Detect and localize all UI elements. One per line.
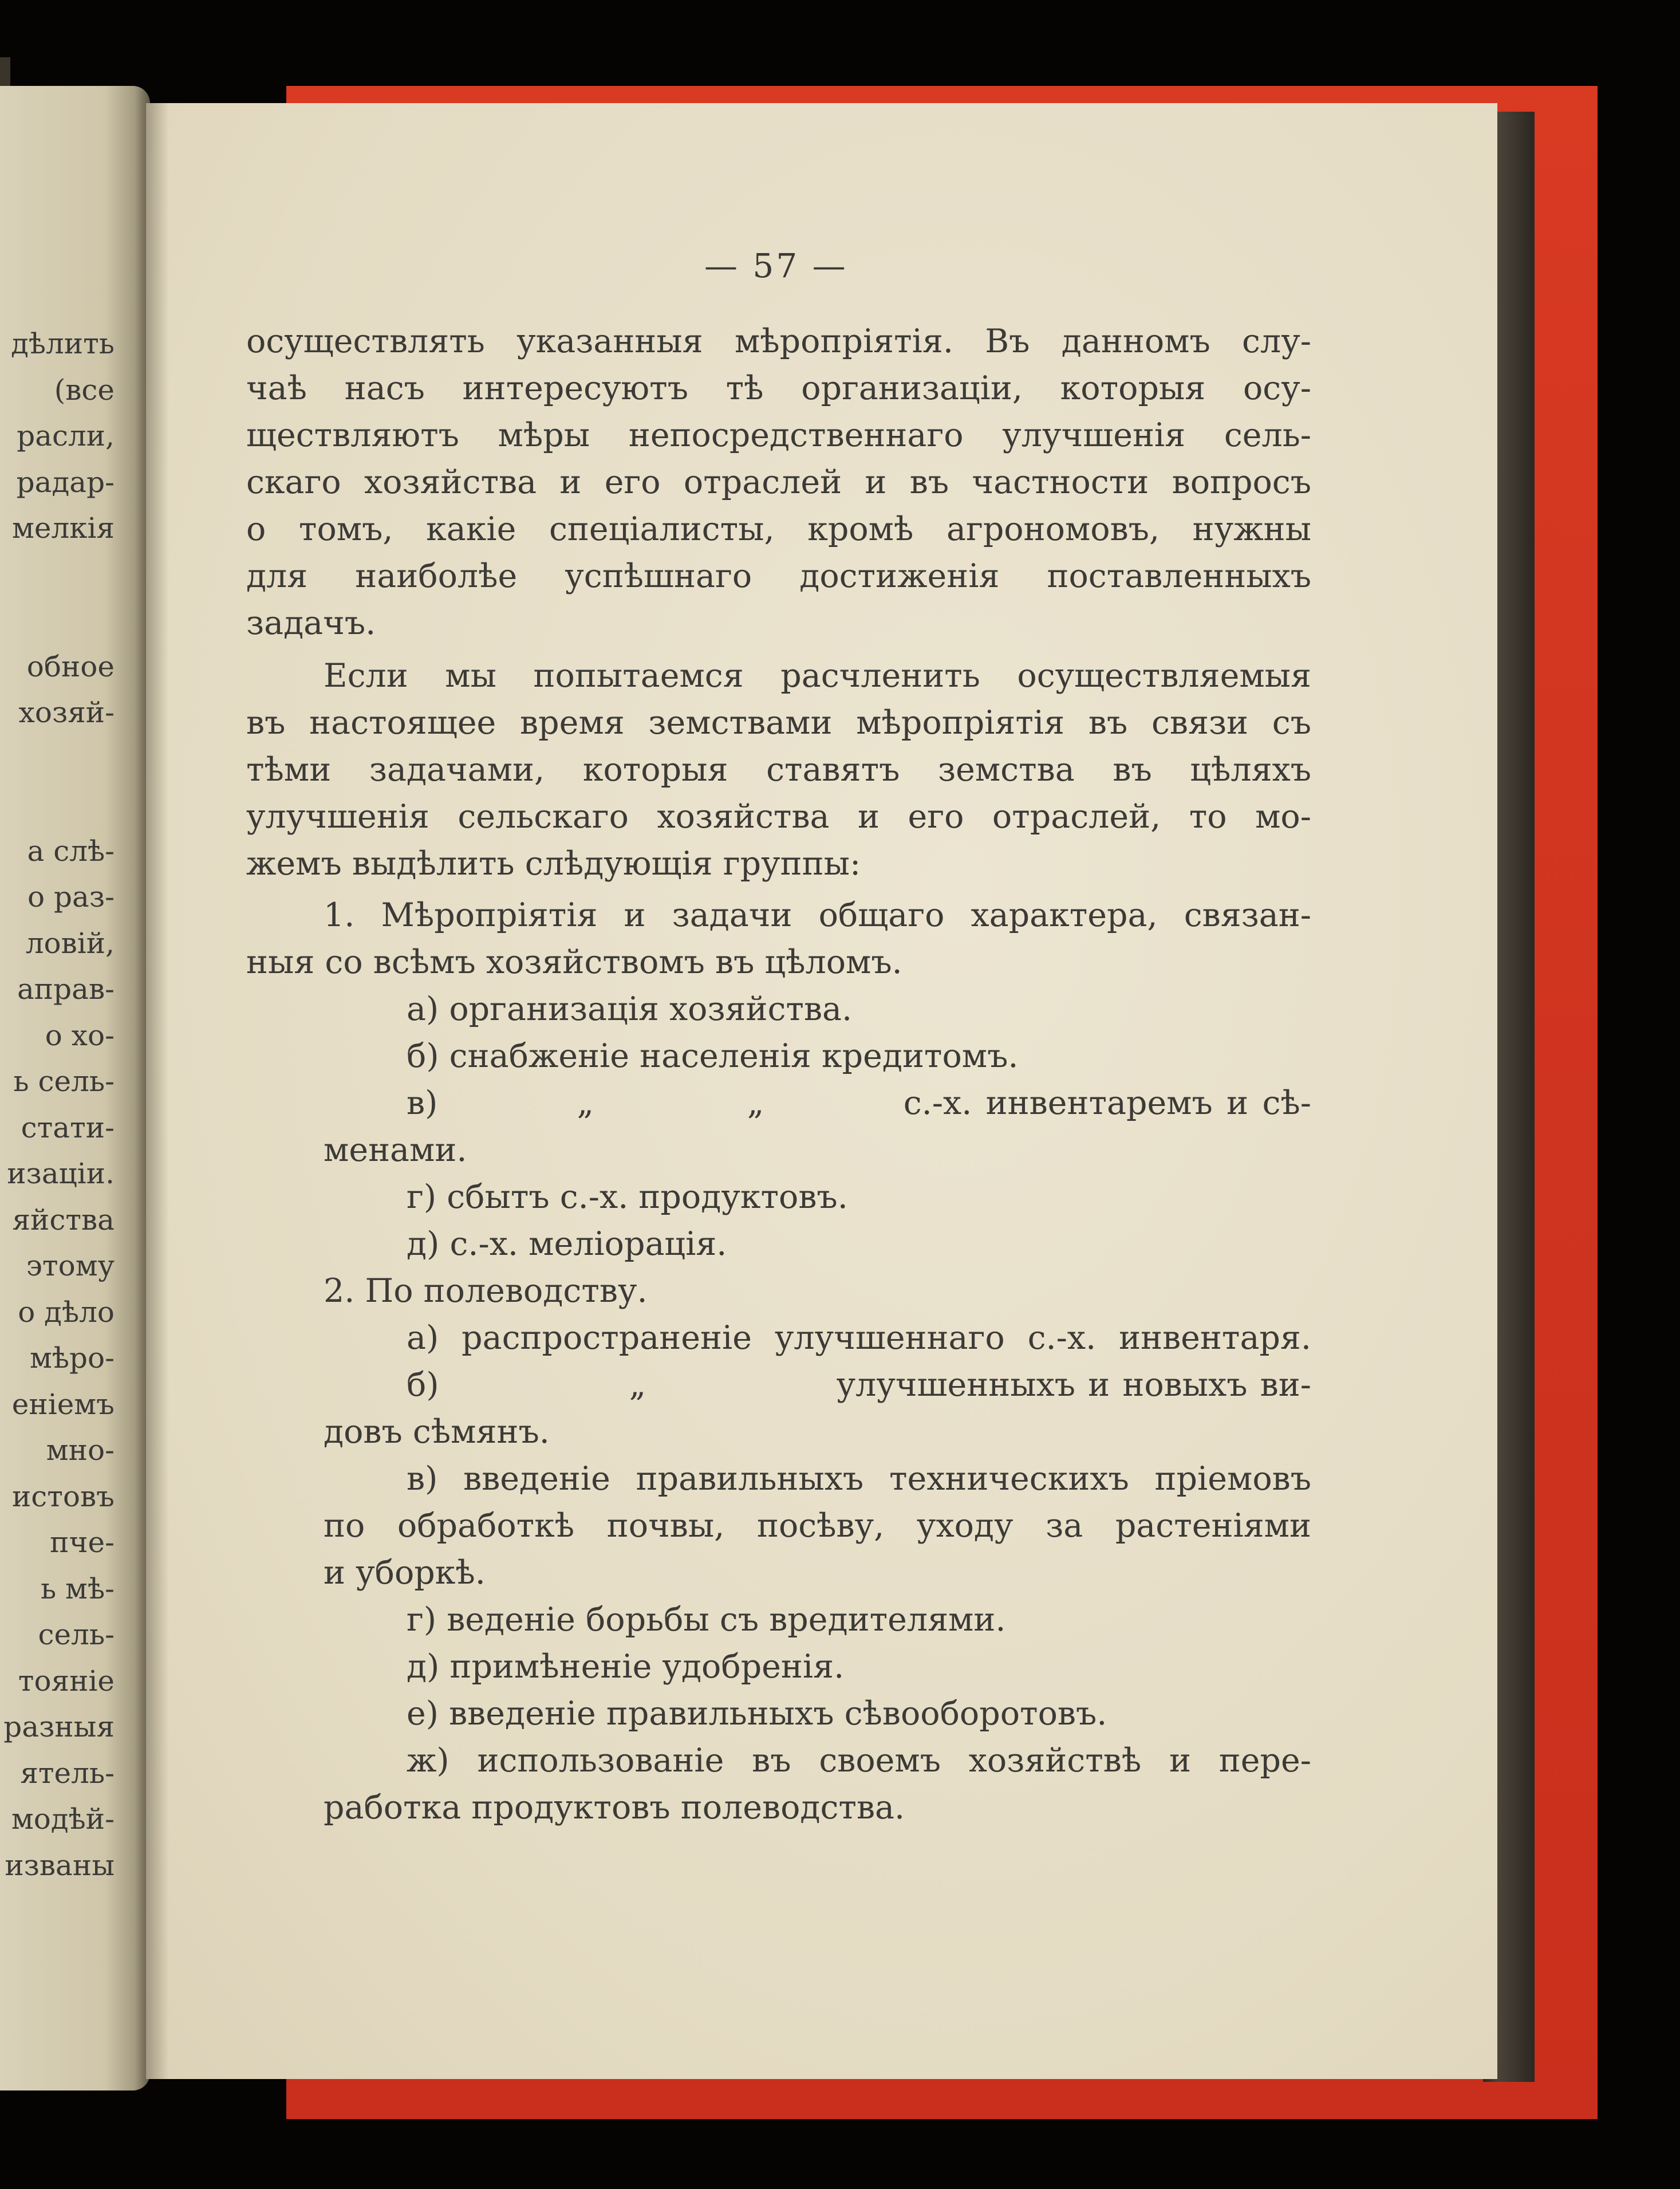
sub-item: ж) использованіе въ своемъ хозяйствѣ и пере- — [407, 1742, 1311, 1779]
text-line: довъ сѣмянъ. — [324, 1413, 550, 1451]
left-page-line: ь мѣ- — [40, 1572, 115, 1605]
text-line: улучшенія сельскаго хозяйства и его отраслей, то мо- — [246, 798, 1311, 836]
text-line: и уборкѣ. — [324, 1554, 486, 1592]
left-page-line: ь сель- — [13, 1065, 115, 1098]
text-line: для наиболѣе успѣшнаго достиженія поставленныхъ — [246, 557, 1311, 595]
left-page-line: аправ- — [17, 973, 115, 1006]
left-page-line: о раз- — [27, 880, 115, 914]
page-number: — 57 — — [704, 246, 848, 285]
sub-item: д) с.-х. мелiорація. — [407, 1225, 727, 1263]
text-line: скаго хозяйства и его отраслей и въ частности вопросъ — [246, 463, 1311, 501]
left-page-line: расли, — [17, 419, 115, 452]
text-line: по обработкѣ почвы, посѣву, уходу за растеніями — [324, 1507, 1311, 1545]
page-body — [246, 318, 1311, 1831]
left-page-line: яйства — [12, 1203, 115, 1237]
left-page-line: тояніе — [18, 1664, 115, 1698]
left-page-text — [0, 321, 115, 1888]
sub-item: г) веденіе борьбы съ вредителями. — [407, 1601, 1006, 1639]
left-page-line: хозяй- — [18, 696, 115, 729]
left-page-line: пче- — [50, 1526, 115, 1559]
sub-item: д) примѣненіе удобренія. — [407, 1648, 845, 1686]
left-page-line: дѣлить — [11, 327, 115, 360]
left-page-line: а слѣ- — [27, 834, 115, 868]
left-page-line: ятель- — [20, 1756, 115, 1790]
left-page-line — [0, 782, 115, 828]
left-page-line — [0, 736, 115, 782]
text-line: жемъ выдѣлить слѣдующія группы: — [246, 845, 861, 883]
left-page-line: этому — [26, 1249, 115, 1282]
sub-item: в) введеніе правильныхъ техническихъ пріемовъ — [407, 1460, 1311, 1498]
left-page-line: изваны — [5, 1848, 115, 1882]
text-line: осуществлять указанныя мѣропріятія. Въ данномъ слу- — [246, 322, 1311, 360]
left-page-line: модѣй- — [11, 1802, 115, 1836]
sub-item: г) сбытъ с.-х. продуктовъ. — [407, 1178, 848, 1216]
left-page-line: изаціи. — [7, 1157, 115, 1190]
left-page-line: истовъ — [11, 1479, 115, 1513]
left-page-line: мѣро- — [29, 1341, 115, 1375]
sub-item: а) организація хозяйства. — [407, 990, 853, 1028]
sub-item: в) „ „ с.-х. инвентаремъ и сѣ- — [407, 1084, 1311, 1122]
text-line: ществляютъ мѣры непосредственнаго улучшенія сель- — [246, 416, 1311, 454]
left-page-line: обное — [26, 649, 115, 683]
gutter-shadow — [146, 103, 169, 2079]
left-page-line: мелкія — [11, 511, 115, 545]
text-line: о томъ, какіе спеціалисты, кромѣ агрономовъ, нужны — [246, 510, 1311, 548]
text-line: 1. Мѣропріятія и задачи общаго характера, связан- — [324, 896, 1311, 934]
sub-item: б) снабженіе населенія кредитомъ. — [407, 1037, 1019, 1075]
left-page-line — [0, 552, 115, 598]
paragraph-1 — [246, 318, 1311, 647]
left-page-line: о хо- — [45, 1018, 115, 1052]
paragraph-2 — [246, 652, 1311, 887]
left-page-line: радар- — [16, 465, 115, 499]
text-line: задачъ. — [246, 604, 376, 642]
left-page-line: сель- — [38, 1618, 115, 1651]
left-page-line: (все — [54, 373, 115, 407]
list-item-1 — [246, 892, 1311, 1267]
text-line: Если мы попытаемся расчленить осуществляемыя — [324, 657, 1311, 695]
left-page-line — [0, 597, 115, 644]
text-line: 2. По полеводству. — [324, 1272, 648, 1310]
left-page-line: разныя — [3, 1710, 115, 1743]
left-page-line: ловій, — [25, 926, 115, 960]
text-line: чаѣ насъ интересуютъ тѣ организаціи, которыя осу- — [246, 369, 1311, 407]
left-page-line: о дѣло — [18, 1295, 115, 1329]
text-line: ныя со всѣмъ хозяйствомъ въ цѣломъ. — [246, 943, 902, 981]
left-page-line: мно- — [46, 1434, 115, 1467]
sub-item: б) „ улучшенныхъ и новыхъ ви- — [407, 1366, 1311, 1404]
list-item-2 — [246, 1267, 1311, 1831]
sub-item: е) введеніе правильныхъ сѣвооборотовъ. — [407, 1695, 1107, 1733]
text-line: работка продуктовъ полеводства. — [324, 1789, 905, 1826]
text-line: менами. — [324, 1131, 467, 1169]
text-line: тѣми задачами, которыя ставятъ земства въ цѣляхъ — [246, 751, 1311, 789]
left-page-line: еніемъ — [11, 1387, 115, 1421]
text-line: въ настоящее время земствами мѣропріятія въ связи съ — [246, 704, 1311, 742]
left-page-line: стати- — [21, 1111, 115, 1144]
sub-item: а) распространеніе улучшеннаго с.-х. инвентаря. — [407, 1319, 1311, 1357]
